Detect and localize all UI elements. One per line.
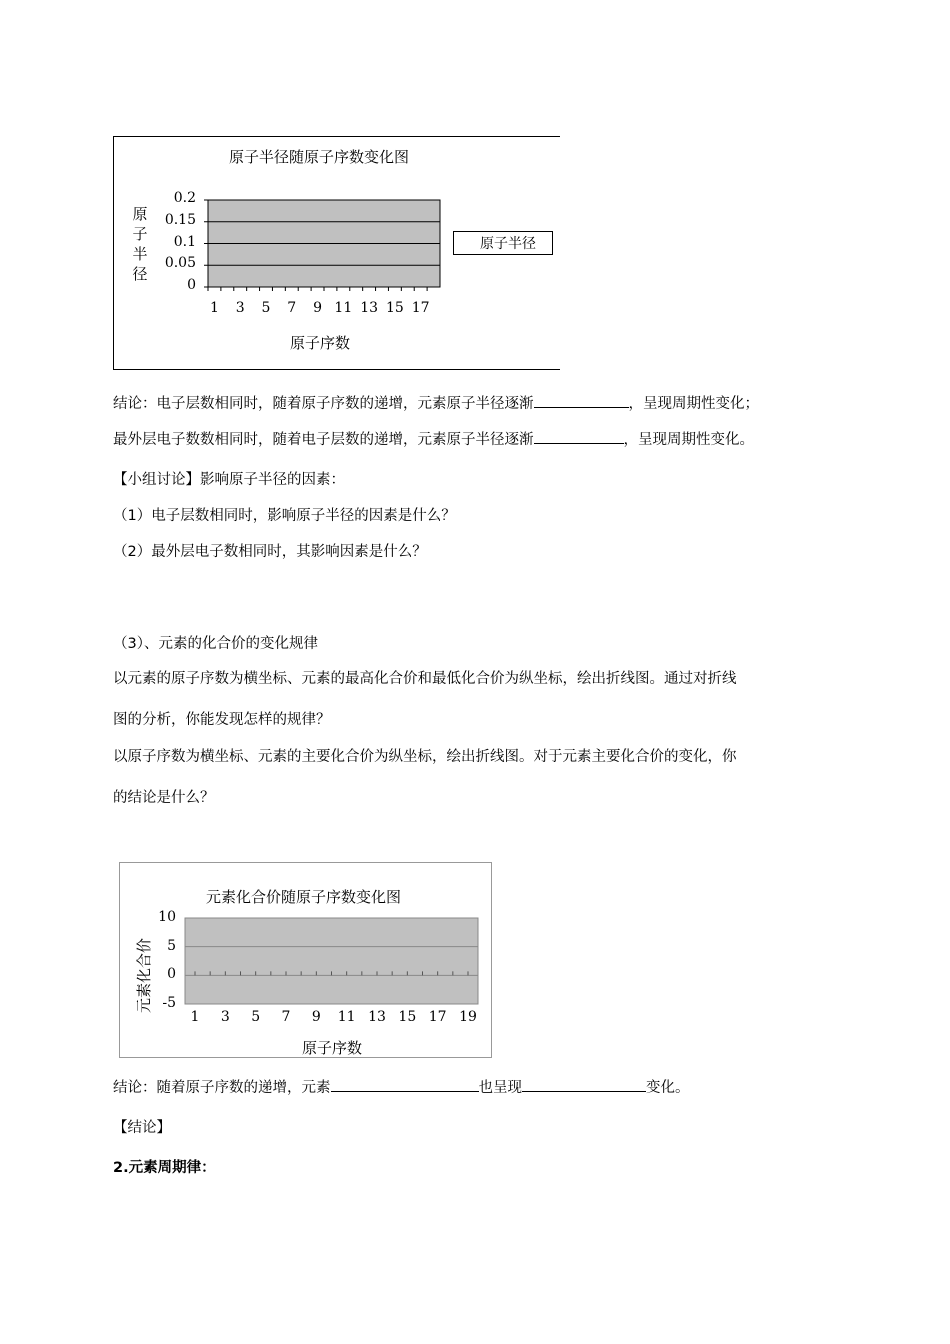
chart1-xtick-label: 7: [287, 300, 297, 316]
chart2-xtick-label: 11: [337, 1009, 356, 1025]
paragraph-2-line-2: 的结论是什么？: [113, 790, 215, 806]
chart1-xtick-label: 11: [334, 300, 353, 316]
question-1: （1）电子层数相同时，影响原子半径的因素是什么？: [113, 508, 456, 524]
question-2: （2）最外层电子数相同时，其影响因素是什么？: [113, 544, 427, 560]
paragraph-1-line-1: 以元素的原子序数为横坐标、元素的最高化合价和最低化合价为纵坐标，绘出折线图。通过对折线: [113, 671, 737, 687]
chart2-ytick-label: 10: [158, 909, 176, 925]
chart2-xtick-label: 1: [190, 1009, 200, 1025]
chart1-xtick-label: 5: [261, 300, 271, 316]
chart1-xtick-label: 13: [360, 300, 379, 316]
chart2-plot-area: [185, 918, 478, 1004]
chart1-xtick-label: 1: [209, 300, 219, 316]
section-3-heading: （3）、元素的化合价的变化规律: [113, 636, 318, 652]
group-discussion: 【小组讨论】影响原子半径的因素：: [113, 472, 345, 488]
chart1-ytick-label: 0.15: [164, 211, 196, 228]
conclusion-heading: 【结论】: [113, 1120, 171, 1136]
chart1-xtick-label: 9: [313, 300, 323, 316]
chart2-ylabel: 元素化合价: [135, 937, 153, 1013]
chart2-xtick-label: 9: [311, 1009, 321, 1025]
chart1-ytick-label: 0.2: [173, 190, 196, 206]
legend-entry-atomic-radius: 原子半径: [480, 236, 536, 252]
conclusion-line-2: 最外层电子数数相同时，随着电子层数的递增，元素原子半径逐渐 ，呈现周期性变化。: [113, 428, 754, 449]
conclusion-line-1: 结论：电子层数相同时，随着原子序数的递增，元素原子半径逐渐 ，呈现周期性变化；: [113, 392, 759, 413]
chart1-ytick-label: 0: [187, 277, 196, 293]
chart1-xtick-label: 15: [385, 300, 404, 316]
chart1-ytick-label: 0.05: [164, 255, 196, 272]
chart2-xtick-label: 13: [368, 1009, 386, 1025]
answer-blank-3[interactable]: [331, 1077, 479, 1092]
chart2-ytick-label: 0: [167, 966, 176, 983]
chart1-ytick-label: 0.1: [173, 233, 196, 250]
chart2-xtick-label: 3: [220, 1009, 230, 1025]
section-2-heading: 2.元素周期律：: [113, 1160, 216, 1176]
chart1-ylabel: 原子半径: [132, 205, 148, 283]
chart2-xtick-label: 17: [428, 1009, 447, 1025]
paragraph-2-line-1: 以原子序数为横坐标、元素的主要化合价为纵坐标，绘出折线图。对于元素主要化合价的变化，你: [113, 749, 737, 765]
paragraph-1-line-2: 图的分析，你能发现怎样的规律？: [113, 712, 331, 728]
chart2-title: 元素化合价随原子序数变化图: [206, 888, 402, 906]
chart2-xtick-label: 7: [281, 1009, 291, 1025]
chart2-xlabel: 原子序数: [302, 1039, 363, 1057]
chart2-xtick-label: 15: [398, 1009, 417, 1025]
chart2-xtick-label: 19: [459, 1009, 477, 1025]
chart1-xlabel: 原子序数: [290, 334, 351, 352]
chart2-xtick-label: 5: [251, 1009, 261, 1025]
chart1-title: 原子半径随原子序数变化图: [229, 148, 410, 166]
conclusion-line-3: 结论：随着原子序数的递增，元素 也呈现 变化。: [113, 1076, 690, 1097]
answer-blank-4[interactable]: [522, 1077, 646, 1092]
chart1-xtick-label: 17: [411, 300, 430, 316]
chart2-ytick-label: 5: [167, 937, 176, 954]
chart1-xtick-label: 3: [235, 300, 245, 316]
chart2-ytick-label: -5: [162, 995, 176, 1011]
